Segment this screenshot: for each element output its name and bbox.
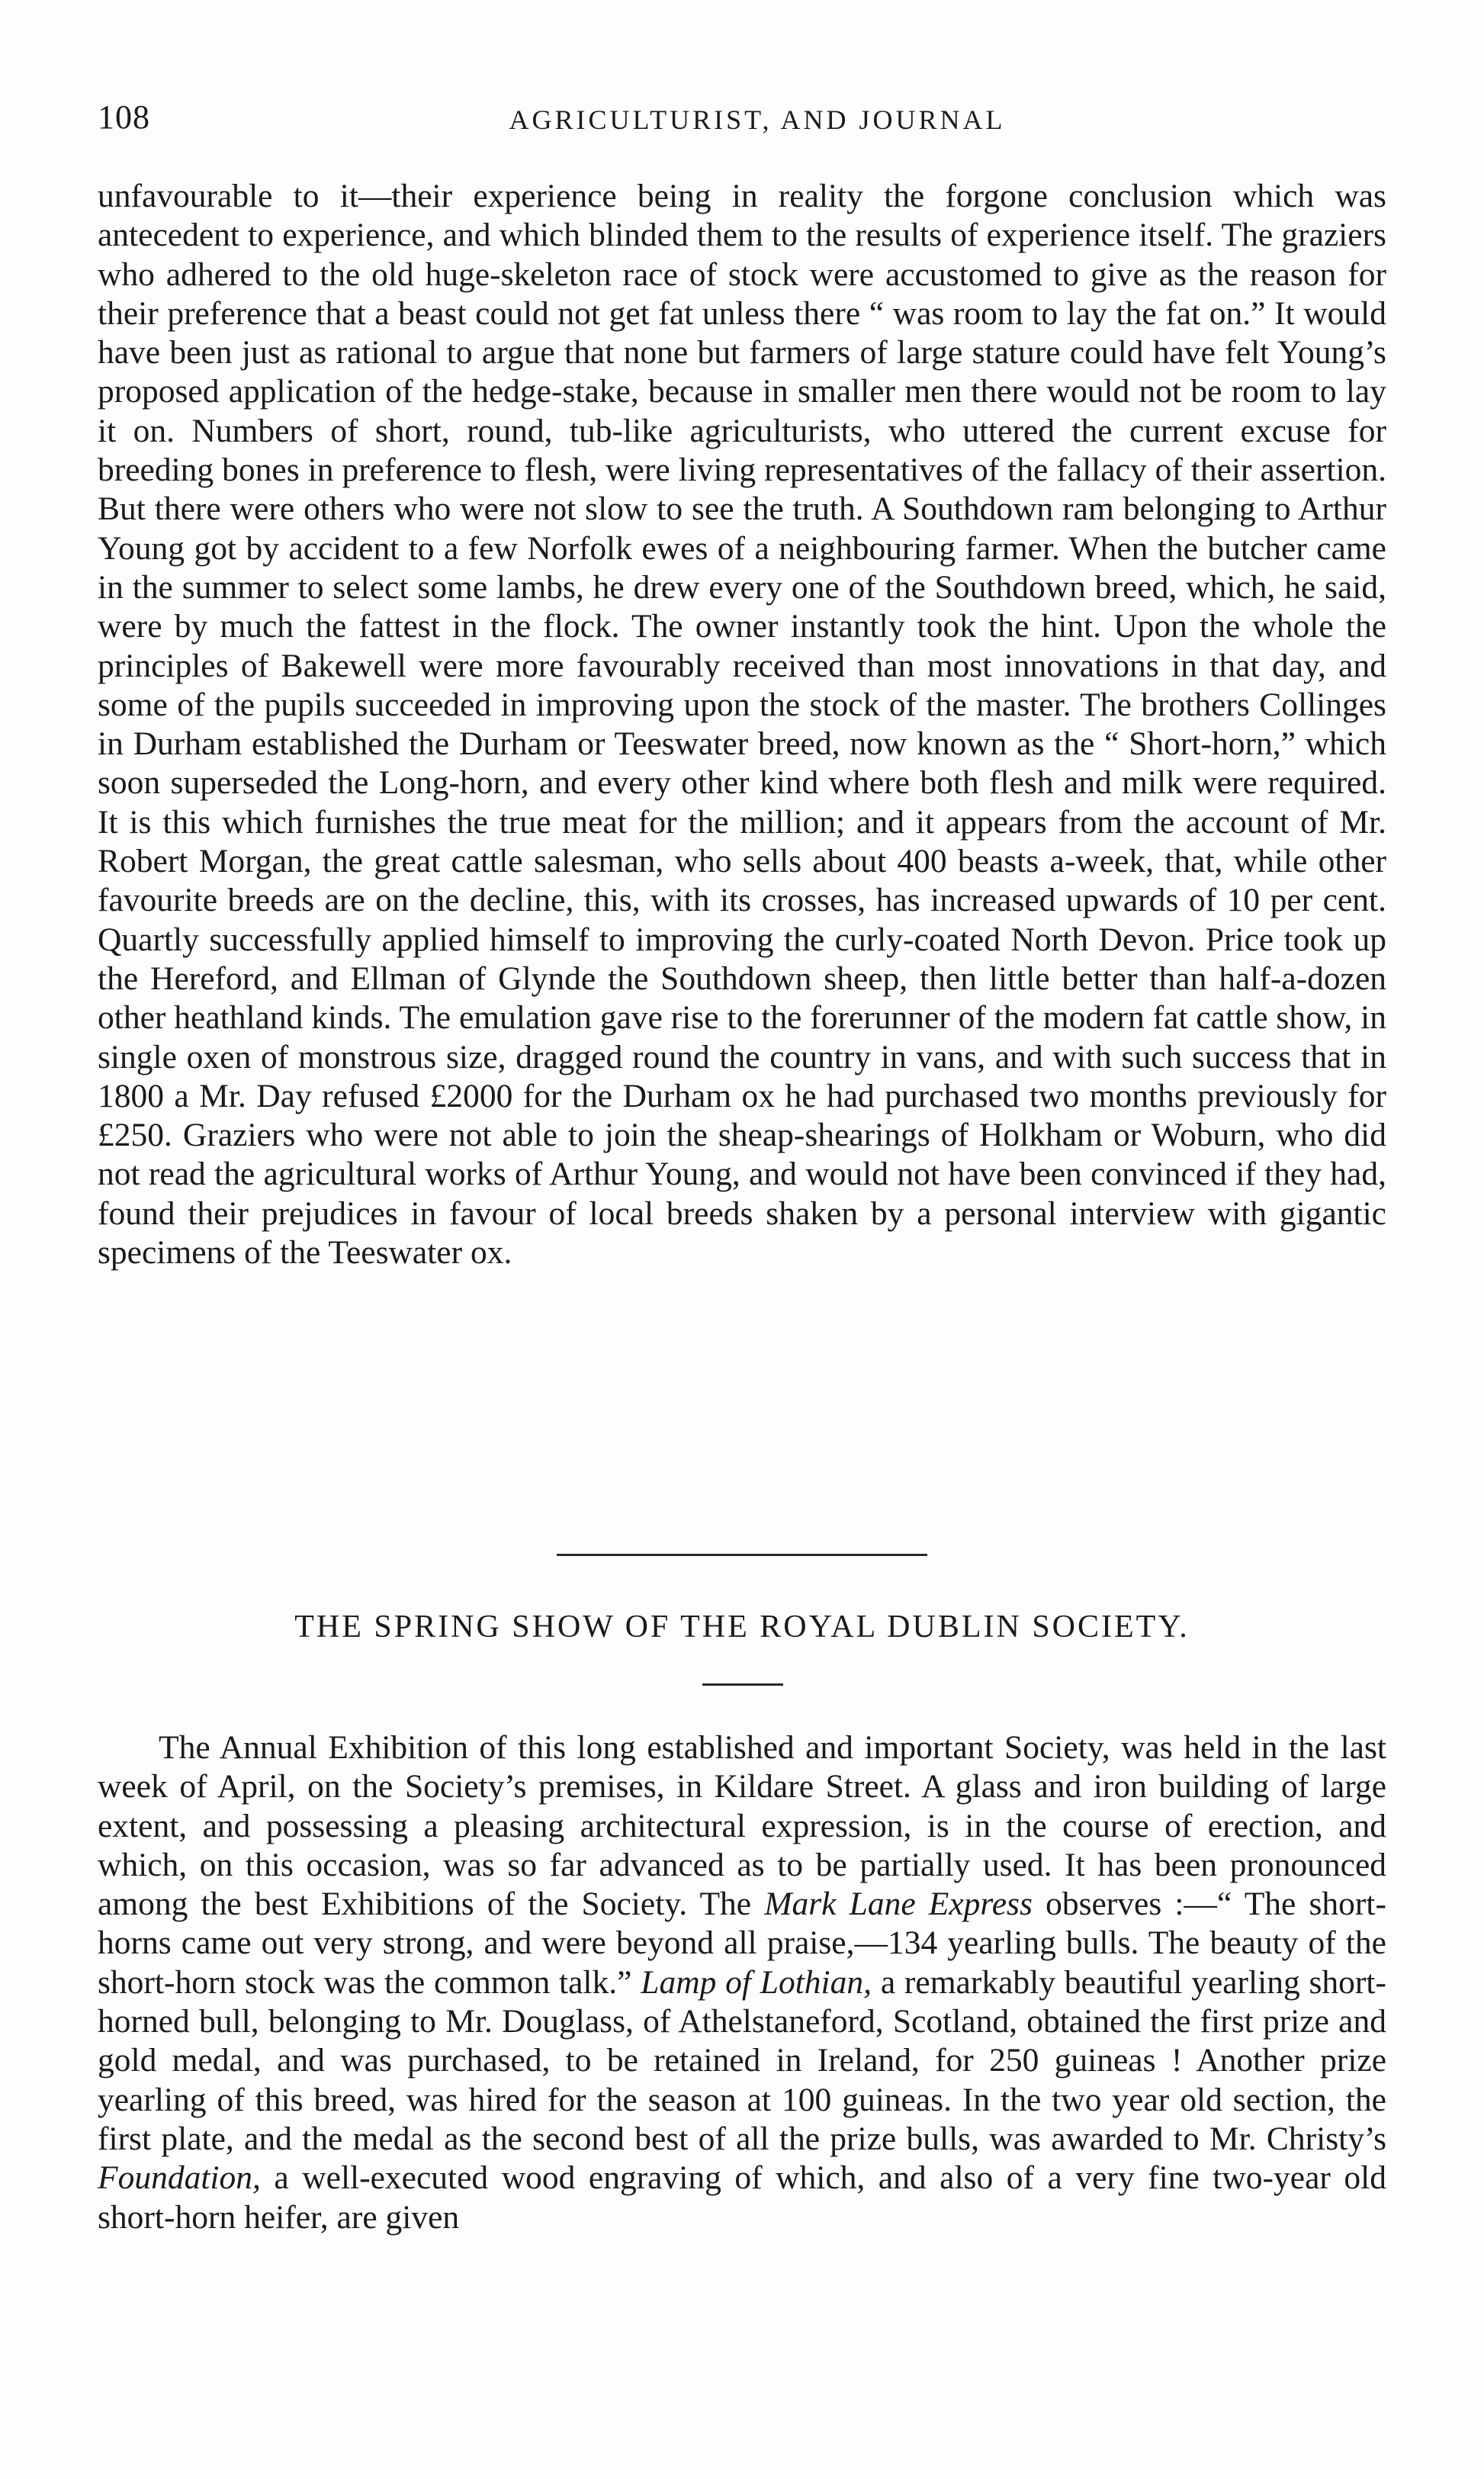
article-continued-text xyxy=(98,177,1386,1272)
running-head: AGRICULTURIST, AND JOURNAL xyxy=(509,104,1006,135)
animal-name: Lamp of Lothian, xyxy=(641,1963,872,2001)
paragraph xyxy=(98,1728,1386,2237)
paragraph: unfavourable to it—their experience being in reality the forgone conclusion which was antecedent to experience, and which blinded them to the results of experience itself. The graziers who adhered to the old huge-skeleton race of stock were accustomed to give as the reason for their preference that a beast could not get fat unless there “ was room to lay the fat on.” It would have been just as rational to argue that none but farmers of large stature could have felt Young’s proposed application of the hedge-stake, because in smaller men there would not be room to lay it on. Numbers of short, round, tub-like agriculturists, who uttered the current excuse for breeding bones in preference to flesh, were living representatives of the fallacy of their assertion. But there were others who were not slow to see the truth. A Southdown ram belonging to Arthur Young got by accident to a few Norfolk ewes of a neighbouring farmer. When the butcher came in the summer to select some lambs, he drew every one of the Southdown breed, which, he said, were by much the fattest in the flock. The owner instantly took the hint. Upon the whole the principles of Bakewell were more favourably received than most innovations in that day, and some of the pupils succeeded in improving upon the stock of the master. The brothers Collinges in Durham established the Durham or Teeswater breed, now known as the “ Short-horn,” which soon superseded the Long-horn, and every other kind where both flesh and milk were required. It is this which furnishes the true meat for the million; and it appears from the account of Mr. Robert Morgan, the great cattle salesman, who sells about 400 beasts a-week, that, while other favourite breeds are on the decline, this, with its crosses, has increased upwards of 10 per cent. Quartly successfully applied himself to improving the curly-coated North Devon. Price took up the Hereford, and Ellman of Glynde the Southdown sheep, then little better than half-a-dozen other heathland kinds. The emulation gave rise to the forerunner of the modern fat cattle show, in single oxen of monstrous size, dragged round the country in vans, and with such success that in 1800 a Mr. Day refused £2000 for the Durham ox he had purchased two months previously for £250. Graziers who were not able to join the sheap-shearings of Holkham or Woburn, who did not read the agricultural works of Arthur Young, and would not have been convinced if they had, found their prejudices in favour of local breeds shaken by a personal interview with gigantic specimens of the Teeswater ox. xyxy=(98,178,1386,1272)
page-header xyxy=(98,98,1417,143)
text-run: a well-executed wood engraving of which, and also of a very fine two-year old short-horn heifer, are given xyxy=(98,2159,1386,2236)
section-divider xyxy=(557,1554,927,1556)
text-run: The Annual Exhibition of this long established and important Society, was held in the last week of April, on the Society’s premises, in Kildare Street. A glass and iron building of large extent, and possessing a pleasing architectural expression, is in the course of erection, and which, on this occasion, was so far advanced as to be partially used. It has been pronounced among the best Exhibitions of the Society. The xyxy=(98,1729,1386,1923)
section-title: THE SPRING SHOW OF THE ROYAL DUBLIN SOCIETY. xyxy=(294,1609,1190,1645)
title-underline xyxy=(702,1683,783,1686)
article-body xyxy=(98,1728,1386,2237)
animal-name: Foundation, xyxy=(98,2159,261,2197)
text-run: a remarkably beautiful yearling short-horned bull, belonging to Mr. Douglass, of Athelstaneford, Scotland, obtained the first prize and gold medal, and was purchased, to be retained in Ireland, for 250 guineas ! Another prize yearling of this breed, was hired for the season at 100 guineas. In the two year old section, the first plate, and the medal as the second best of all the prize bulls, was awarded to Mr. Christy’s xyxy=(98,1963,1386,2157)
page-number: 108 xyxy=(98,98,150,136)
text-run: observes :—“ The short-horns came out very strong, and were beyond all praise,—134 yearling bulls. The beauty of the short-horn stock was the common talk.” xyxy=(98,1886,1386,2001)
publication-name: Mark Lane Express xyxy=(764,1886,1033,1923)
